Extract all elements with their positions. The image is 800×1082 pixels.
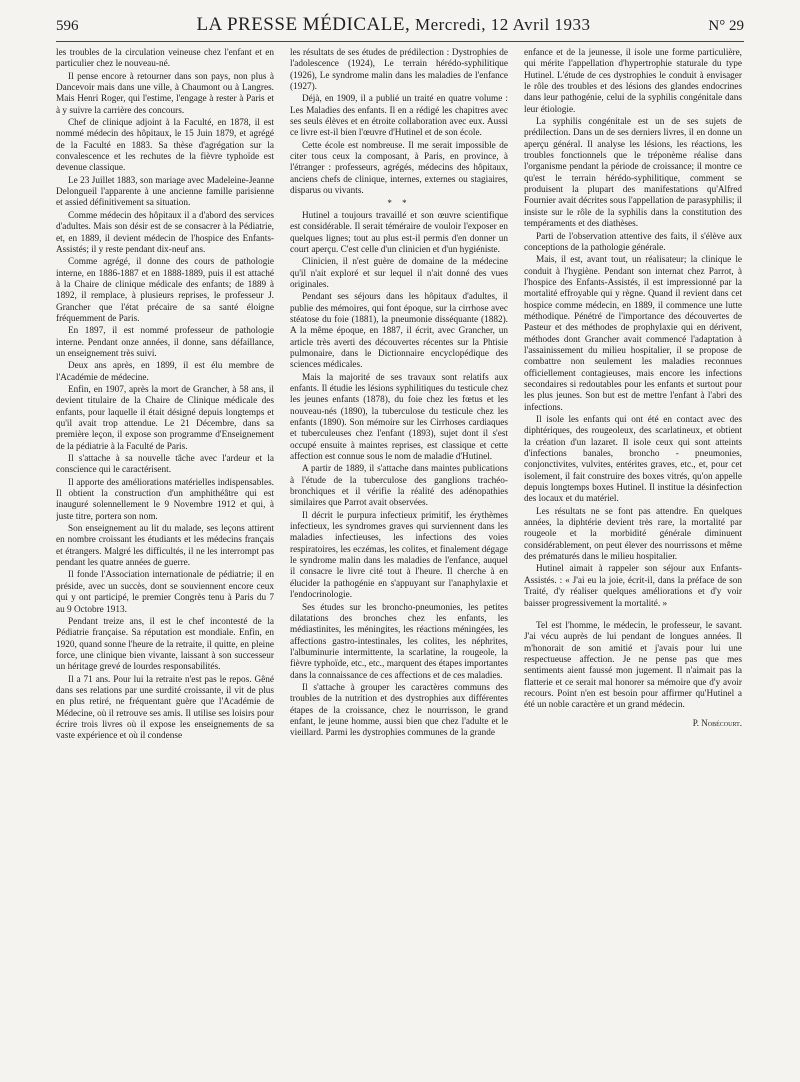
paragraph: Comme médecin des hôpitaux il a d'abord des services d'adultes. Mais son désir est de se consacrer à la Pédiatrie, et, en 1889, il devient médecin de l'hospice des Enfants-Assistés; il y reste pendant dix-neuf ans.	[56, 210, 274, 255]
paragraph: Il s'attache à grouper les caractères communs des troubles de la nutrition et des dystrophies aux différentes étapes de la croissance, chez le nourrisson, le grand enfant, le jeune homme, aussi bien que chez l'adulte et le vieillard. Parmi les dystrophies communes de la grande	[290, 682, 508, 739]
text-column-2	[290, 48, 508, 1068]
paragraph: En 1897, il est nommé professeur de pathologie interne. Pendant onze années, il donne, sans défaillance, un enseignement très suivi.	[56, 326, 274, 359]
page-number: 596	[56, 18, 79, 34]
paragraph: Les résultats ne se font pas attendre. En quelques années, la diphtérie devient très rare, la mortalité par rougeole et la morbidité générale diminuent considérablement, on peut élever des nourrissons et même des prématurés dans le milieu hospitalier.	[524, 506, 742, 563]
paragraph: Comme agrégé, il donne des cours de pathologie interne, en 1886-1887 et en 1888-1889, puis il est attaché à la Chaire de clinique médicale des enfants; de 1889 à 1892, il remplace, à plusieurs reprises, le professeur J. Grancher que l'état précaire de sa santé éloigne fréquemment de Paris.	[56, 257, 274, 324]
paragraph: Pendant ses séjours dans les hôpitaux d'adultes, il publie des mémoires, qui font époque, sur la cirrhose avec stéatose du foie (1881), la pneumonie disséquante (1882). A la même époque, en 1887, il écrit, avec Grancher, un article très averti des découvertes récentes sur la Phtisie pulmonaire, dans le Dictionnaire encyclopédique des sciences médicales.	[290, 292, 508, 371]
paragraph: A partir de 1889, il s'attache dans maintes publications à l'étude de la tuberculose des ganglions trachéo-bronchiques et il vérifie la réalité des adénopathies similaires que Parrot avait observées.	[290, 464, 508, 509]
paragraph: Il décrit le purpura infectieux primitif, les érythèmes infectieux, les syndromes graves qui surviennent dans les maladies infectieuses, les infections des voies respiratoires, les eczémas, les colites, et finalement dégage le syndrome malin dans les maladies de l'enfance, auquel il consacre le livre cité tout à l'heure. Il cherche à en élucider la pathogénie en s'appuyant sur l'anaphylaxie et l'endocrinologie.	[290, 510, 508, 601]
paragraph: Le 23 Juillet 1883, son mariage avec Madeleine-Jeanne Delongueil l'apparente à une ancienne famille parisienne et assied définitivement sa situation.	[56, 175, 274, 209]
issue-date: Mercredi, 12 Avril 1933	[414, 15, 591, 34]
paragraph: Mais, il est, avant tout, un réalisateur; la clinique le conduit à l'hygiène. Pendant son internat chez Parrot, à l'hospice des Enfants-Assistés, il est impressionné par la mortalité effroyable qui y règne. Quand il revient dans cet hospice comme médecin, en 1889, il commence une lutte méthodique. Pénétré de l'importance des découvertes de Pasteur et des méthodes de prophylaxie qui en dérivent, méthodes dont Grancher avait commencé l'adaptation à l'assainissement du milieu hospitalier, il se propose de combattre non seulement les maladies reconnues officiellement contagieuses, mais encore les infections secondaires si redoutables pour les enfants et surtout pour les plus jeunes. Son but est de mettre l'enfant à l'abri des infections.	[524, 255, 742, 413]
paragraph: Chef de clinique adjoint à la Faculté, en 1878, il est nommé médecin des hôpitaux, le 15 Juin 1879, et agrégé de la Faculté en 1883. Sa thèse d'agrégation sur la convalescence et les rechutes de la fièvre typhoïde est devenue classique.	[56, 118, 274, 174]
paragraph: les résultats de ses études de prédilection : Dystrophies de l'adolescence (1924), Le terrain hérédo-syphilitique (1926), Le syndrome malin dans les maladies de l'enfance (1927).	[290, 48, 508, 93]
paragraph: Mais la majorité de ses travaux sont relatifs aux enfants. Il étudie les lésions syphilitiques du testicule chez les jeunes enfants (1878), du foie chez les fœtus et les nouveau-nés (1890), la tuberculose du testicule chez les enfants (1890). Son mémoire sur les Cirrhoses cardiaques et tuberculeuses chez l'enfant (1893), sujet dont il s'est occupé ensuite à maintes reprises, est classique et cette affection est connue sous le nom de maladie d'Hutinel.	[290, 372, 508, 463]
paragraph: Ses études sur les broncho-pneumonies, les petites dilatations des bronches chez les enfants, les médiastinites, les méningites, les réactions méningées, les affections gastro-intestinales, les colites, les néphrites, l'albuminurie intermittente, la scarlatine, la rougeole, la fièvre typhoïde, etc., etc., marquent des étapes importantes dans la connaissance de ces affections et de ces maladies.	[290, 602, 508, 681]
header-rule	[56, 41, 744, 42]
paragraph: Il isole les enfants qui ont été en contact avec des diphtériques, des rougeoleux, des scarlatineux, et obtient la création d'un lazaret. Il isole ceux qui sont atteints d'infections banales, broncho - pneumonies, conjonctivites, vulvites, entérites graves, etc., et, pour cet isolement, il fait construire des boxes vitrés, qu'on appelle depuis longtemps boxes Hutinel. Il institue la désinfection des locaux et du matériel.	[524, 415, 742, 505]
paragraph: Déjà, en 1909, il a publié un traité en quatre volume : Les Maladies des enfants. Il en a rédigé les chapitres avec ses seuls élèves et en étroite collaboration avec eux. Aussi ce livre est-il bien l'œuvre d'Hutinel et de son école.	[290, 94, 508, 139]
paragraph: Hutinel a toujours travaillé et son œuvre scientifique est considérable. Il serait téméraire de vouloir l'exposer en quelques lignes; tout au plus est-il permis d'en donner un court aperçu. C'est celle d'un clinicien et d'un hygiéniste.	[290, 210, 508, 255]
paragraph: Hutinel aimait à rappeler son séjour aux Enfants-Assistés. : « J'ai eu la joie, écrit-il, dans la préface de son Traité, d'y réaliser quelques améliorations et d'y voir baisser progressivement la mortalité. »	[524, 564, 742, 609]
page-header	[56, 14, 744, 44]
paragraph: Enfin, en 1907, après la mort de Grancher, à 58 ans, il devient titulaire de la Chaire de Clinique médicale des enfants, pour laquelle il était désigné depuis longtemps et qu'il avait trop attendue. Le 21 Décembre, dans sa première leçon, il expose son programme d'Enseignement de la pédiatrie à la Faculté de Paris.	[56, 384, 274, 452]
paragraph: Il fonde l'Association internationale de pédiatrie; il en préside, avec un succès, dont se souviennent encore ceux qui y ont participé, le premier Congrès tenu à Paris du 7 au 9 Octobre 1913.	[56, 570, 274, 615]
paragraph: Tel est l'homme, le médecin, le professeur, le savant. J'ai vécu auprès de lui pendant de longues années. Il m'honorait de son amitié et j'avais pour lui une respectueuse affection. Je ne pense pas que mes sentiments aient faussé mon jugement. Il n'aimait pas la flatterie et ce serait mal honorer sa mémoire que d'y avoir recours. Point n'en est besoin pour affirmer qu'Hutinel a été un noble caractère et un grand médecin.	[524, 620, 742, 711]
paragraph: Son enseignement au lit du malade, ses leçons attirent en nombre croissant les étudiants et les médecins français et étrangers. Malgré les difficultés, il ne les interrompt pas pendant les quatre années de guerre.	[56, 524, 274, 569]
paragraph: les troubles de la circulation veineuse chez l'enfant et en particulier chez le nouveau-né.	[56, 48, 274, 70]
paragraph: Pendant treize ans, il est le chef incontesté de la Pédiatrie française. Sa réputation est mondiale. Enfin, en 1920, quand sonne l'heure de la retraite, il quitte, en pleine force, une clinique bien vivante, laissant à son successeur un héritage grevé de lourdes responsabilités.	[56, 616, 274, 673]
paragraph: Cette école est nombreuse. Il me serait impossible de citer tous ceux la composant, à Paris, en province, à l'étranger : professeurs, agrégés, médecins des hôpitaux, anciens chefs de clinique, internes, externes ou stagiaires, disparus ou vivants.	[290, 140, 508, 197]
journal-name: LA PRESSE MÉDICALE,	[196, 14, 411, 35]
paragraph: Il apporte des améliorations matérielles indispensables. Il obtient la construction d'un amphithéâtre qui est inauguré solennellement le 9 Novembre 1912 et qui, à juste titre, portera son nom.	[56, 477, 274, 522]
signature-text: P. Nobécourt.	[692, 717, 742, 728]
paragraph: Clinicien, il n'est guère de domaine de la médecine qu'il n'ait exploré et sur lequel il n'ait donné des vues originales.	[290, 257, 508, 290]
text-column-3	[524, 48, 742, 1068]
paragraph: La syphilis congénitale est un de ses sujets de prédilection. Dans un de ses derniers livres, il en donne un aperçu général. Il analyse les lésions, les réactions, les troubles fonctionnels que le tréponème réalise dans l'organisme pendant la période de croissance; il montre ce qu'est le terrain hérédo-syphilitique, comment se produisent la plupart des manifestations qu'Alfred Fournier avait décrites sous l'appellation de parasyphilis; il insiste sur le rôle de la syphilis dans la constitution des tempéraments et des diathèses.	[524, 117, 742, 230]
paragraph: Parti de l'observation attentive des faits, il s'élève aux conceptions de la pathologie générale.	[524, 231, 742, 253]
paragraph: Il a 71 ans. Pour lui la retraite n'est pas le repos. Gêné dans ses relations par une surdité croissante, il vit de plus en plus retiré, ne fréquentant guère que l'Académie de Médecine, où il retrouve ses amis. Il utilise ses loisirs pour écrire trois livres où il expose les enseignements de sa vaste expérience et où il condense	[56, 674, 274, 742]
paragraph: Il s'attache à sa nouvelle tâche avec l'ardeur et la conscience qui le caractérisent.	[56, 454, 274, 476]
author-signature	[524, 718, 742, 729]
paragraph: Deux ans après, en 1899, il est élu membre de l'Académie de médecine.	[56, 361, 274, 383]
article-columns	[56, 48, 746, 1068]
issue-number: N° 29	[708, 18, 744, 34]
paragraph: enfance et de la jeunesse, il isole une forme particulière, qui mérite l'appellation d'hypertrophie staturale du type Hutinel. L'étude de ces dystrophies le conduit à envisager le rôle des troubles et des lésions des glandes endocrines dans leur pathogénie, celui de la syphilis congénitale dans leur étiologie.	[524, 48, 742, 115]
journal-title	[196, 14, 590, 36]
paragraph: Il pense encore à retourner dans son pays, non plus à Dancevoir mais dans une ville, à Chaumont ou à Langres. Mais Henri Roger, qui l'estime, l'engage à rester à Paris et à y suivre la carrière des concours.	[56, 71, 274, 116]
paragraph: * *	[387, 198, 411, 209]
section-gap	[524, 611, 742, 621]
text-column-1	[56, 48, 274, 1068]
